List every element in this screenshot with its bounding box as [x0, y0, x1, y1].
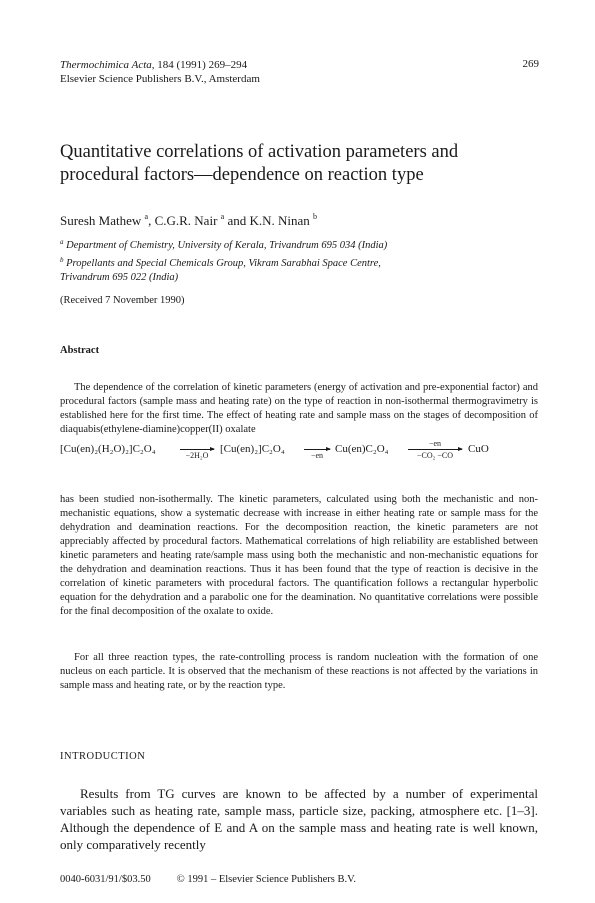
equation-species-2: [Cu(en)₂]C₂O₄	[220, 443, 285, 455]
affiliation-b-cont: Trivandrum 695 022 (India)	[60, 272, 179, 283]
equation-species-1: [Cu(en)₂(H₂O)₂]C₂O₄	[60, 443, 156, 455]
author-2: , C.G.R. Nair	[148, 213, 221, 228]
equation-arrow-1: −2H₂O	[178, 439, 216, 461]
abstract-paragraph-2: has been studied non-isothermally. The kinetic parameters, calculated using both the mechanistic and non-mechanistic equations, show a systematic decrease with increase in either heating rate or sample mass for the dehydration and deamination reactions. For the decomposition reaction, the kinetic parameters are not appreciably affected by procedural factors. Mathematical correlations of high reliability are established between kinetic parameters and heating rate/sample mass using both the mechanistic and non-mechanistic equations for the dehydration and deamination reactions. Thus it has been found that the type of reaction is decisive in the correlation of kinetic parameters with procedural factors. The quantification follows a rectangular hyperbolic equation for the dehydration and a parabolic one for the deamination. No quantitative correlations were possible for the final decomposition of the oxalate to oxide.	[60, 494, 538, 617]
abstract-paragraph-3: For all three reaction types, the rate-controlling process is random nucleation with the formation of one nucleus on each particle. It is observed that the mechanism of these reactions is not affected by the variations in sample mass and heating rate, or by the reaction type.	[60, 652, 538, 691]
footer-copyright: © 1991 – Elsevier Science Publishers B.V.	[176, 874, 356, 885]
equation-species-4: CuO	[468, 443, 489, 455]
title-line-2: procedural factors—dependence on reaction type	[60, 165, 424, 185]
equation-species-3: Cu(en)C₂O₄	[335, 443, 389, 455]
author-1-mark: a	[144, 212, 149, 221]
reaction-equation	[60, 437, 540, 473]
page-number: 269	[522, 58, 539, 70]
affiliation-b: $^b$ Propellants and Special Chemicals Group, Vikram Sarabhai Space Centre,	[60, 256, 381, 269]
author-3: and K.N. Ninan	[224, 213, 314, 228]
received-date: (Received 7 November 1990)	[60, 295, 185, 306]
equation-arrow-2: −en	[302, 439, 332, 461]
introduction-paragraph: Results from TG curves are known to be affected by a number of experimental variables such as heating rate, sample mass, particle size, packing, atmosphere etc. [1–3]. Although the dependence of E and A on the sample mass and heating rate is well known, only comparatively recently	[60, 786, 538, 852]
equation-arrow-3: −en −CO₂ −CO	[406, 439, 464, 461]
affiliations	[60, 235, 540, 285]
footer-code: 0040-6031/91/$03.50	[60, 874, 151, 885]
journal-name: Thermochimica Acta,	[60, 59, 155, 71]
author-2-mark: a	[220, 212, 225, 221]
paper-title	[60, 141, 530, 187]
abstract-heading: Abstract	[60, 345, 100, 356]
abstract-paragraph-1: The dependence of the correlation of kinetic parameters (energy of activation and pre-exponential factor) and procedural factors (sample mass and heating rate) on the type of reaction in non-isothermal thermogravimetry is established here for the first time. The effect of heating rate and sample mass on the stages of decomposition of diaquabis(ethylene-diamine)copper(II) oxalate	[60, 382, 538, 435]
introduction-heading: INTRODUCTION	[60, 751, 146, 762]
footer	[60, 874, 356, 885]
publisher: Elsevier Science Publishers B.V., Amsterdam	[60, 73, 260, 85]
author-list	[60, 212, 317, 229]
author-1: Suresh Mathew	[60, 213, 145, 228]
journal-header	[60, 58, 260, 86]
title-line-1: Quantitative correlations of activation parameters and	[60, 142, 459, 162]
author-3-mark: b	[313, 212, 318, 221]
affiliation-a: $^a$ Department of Chemistry, University of Kerala, Trivandrum 695 034 (India)	[60, 238, 388, 251]
journal-volume: 184 (1991) 269–294	[154, 59, 248, 71]
